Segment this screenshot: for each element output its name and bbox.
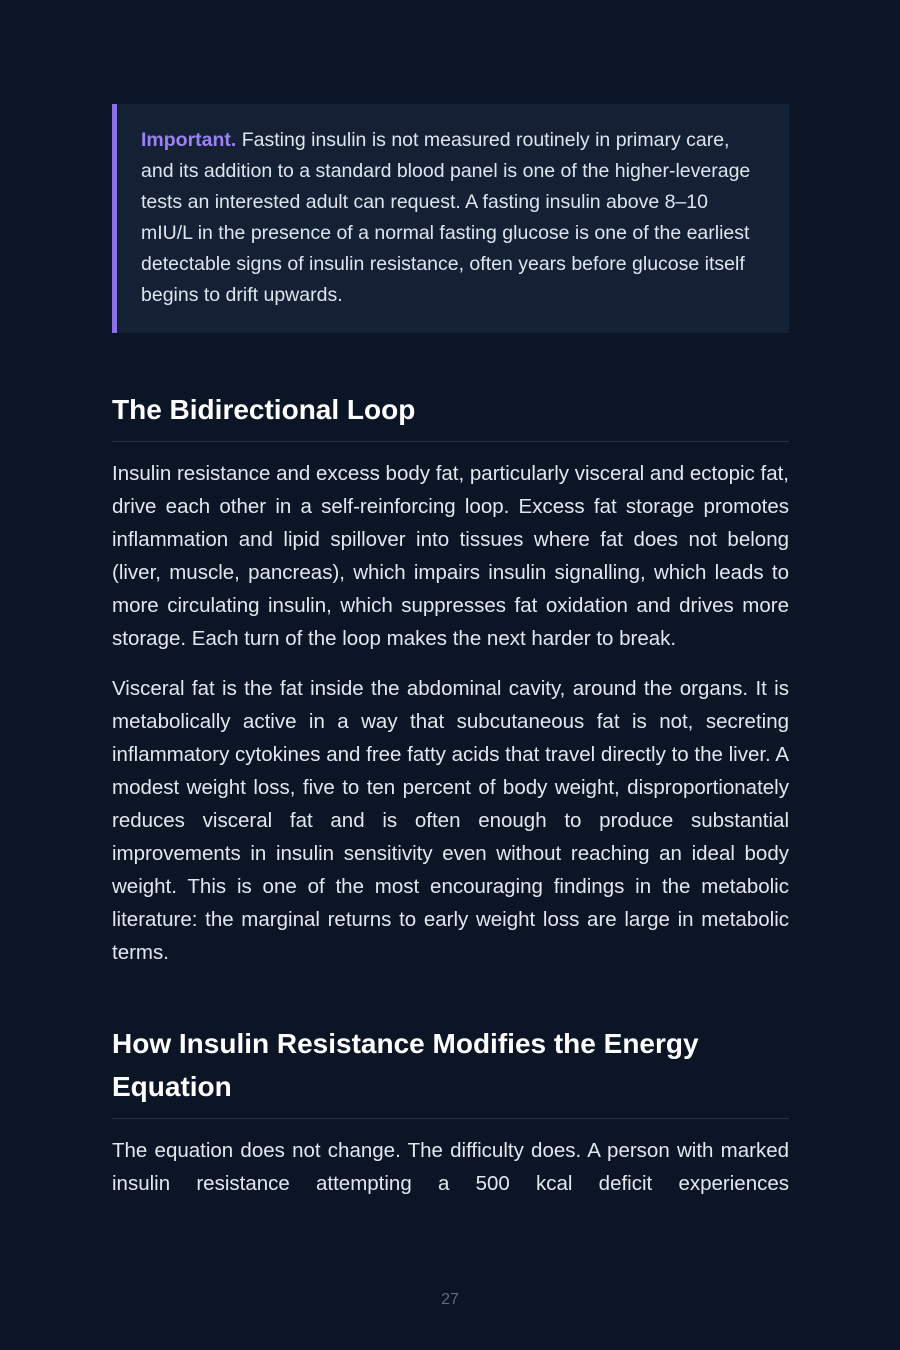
paragraph-loop-2: Visceral fat is the fat inside the abdominal cavity, around the organs. It is metabolically active in a way that subcutaneous fat is not, secreting inflammatory cytokines and free fatty acids that travel directly to the liver. A modest weight loss, five to ten percent of body weight, disproportionately reduces visceral fat and is often enough to produce substantial improvements in insulin sensitivity even without reaching an ideal body weight. This is one of the most encouraging findings in the metabolic literature: the marginal returns to early weight loss are large in metabolic terms.: [112, 677, 789, 964]
section-heading-bidirectional-loop: The Bidirectional Loop: [112, 388, 789, 442]
document-page: [112, 104, 789, 1200]
paragraph-energy-1: The equation does not change. The difficulty does. A person with marked insulin resistance attempting a 500 kcal deficit experiences: [112, 1139, 789, 1195]
important-callout: [112, 104, 789, 333]
callout-label: Important.: [141, 129, 237, 151]
callout-text: Fasting insulin is not measured routinely in primary care, and its addition to a standard blood panel is one of the higher-leverage tests an interested adult can request. A fasting insulin above 8–10 mIU/L in the presence of a normal fasting glucose is one of the earliest detectable signs of insulin resistance, often years before glucose itself begins to drift upwards.: [141, 129, 751, 306]
page-number: 27: [441, 1291, 459, 1308]
paragraph-loop-1: Insulin resistance and excess body fat, particularly visceral and ectopic fat, drive each other in a self-reinforcing loop. Excess fat storage promotes inflammation and lipid spillover into tissues where fat does not belong (liver, muscle, pancreas), which impairs insulin signalling, which leads to more circulating insulin, which suppresses fat oxidation and drives more storage. Each turn of the loop makes the next harder to break.: [112, 462, 789, 650]
section-heading-energy-equation: How Insulin Resistance Modifies the Energy Equation: [112, 1022, 789, 1119]
